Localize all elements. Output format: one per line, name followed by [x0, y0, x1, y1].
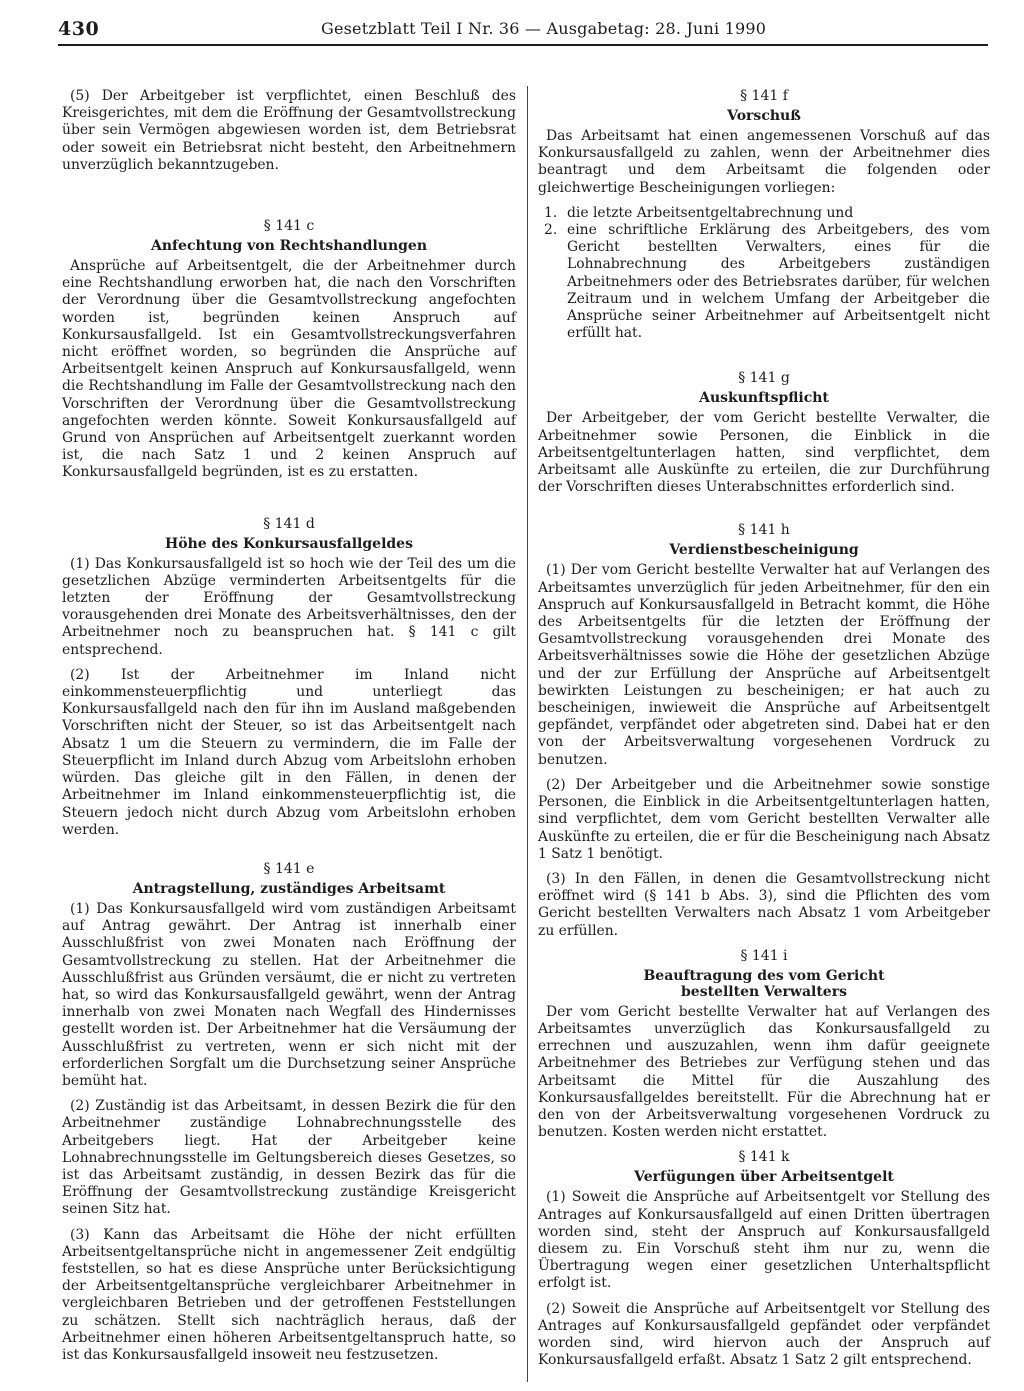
section-number: § 141 c — [263, 218, 315, 235]
list-item-text: eine schriftliche Erklärung des Arbeitgebers, des vom Gericht bestellten Verwalters, eines für die Lohnabrechnung des Arbeitgebers zuständigen Arbeitnehmers oder des Betriebsrates darüber, für welchen Zeitraum und in welchem Umfang der Arbeitgeber die Ansprüche seiner Arbeitnehmer auf Arbeitsentgelt nicht erfüllt hat. — [567, 222, 990, 342]
section-title: Verdienstbescheinigung — [669, 542, 859, 559]
paragraph: Ansprüche auf Arbeitsentgelt, die der Arbeitnehmer durch eine Rechtshandlung erworben hat, die nach den Vorschriften der Verordnung über die Gesamtvollstreckung angefochten worden ist, begründen keinen Anspruch auf Konkursausfallgeld. Ist ein Gesamtvollstreckungsverfahren nicht eröffnet worden, so begründen die Ansprüche auf Arbeitsentgelt keinen Anspruch auf Konkursausfallgeld, wenn die Rechtshandlung im Falle der Gesamtvollstreckung nach den Vorschriften der Verordnung über die Gesamtvollstreckung angefochten werden könnte. Soweit Konkursausfallgeld auf Grund von Ansprüchen auf Arbeitsentgelt zuerkannt worden ist, die nach Satz 1 und 2 keinen Anspruch auf Konkursausfallgeld begründen, ist es zu erstatten. — [62, 258, 516, 481]
section-number: § 141 g — [738, 370, 790, 387]
section-number: § 141 k — [738, 1149, 790, 1166]
column-divider — [527, 86, 528, 1382]
section-title: Höhe des Konkursausfallgeldes — [165, 535, 413, 552]
paragraph: Der vom Gericht bestellte Verwalter hat auf Verlangen des Arbeitsamtes unverzüglich das Konkursausfallgeld zu errechnen und auszuzahlen, wenn ihm dafür geeignete Arbeitnehmer des Betriebes zur Verfügung stehen und das Arbeitsamt die Mittel für die Auszahlung des Konkursausfallgeldes bereitstellt. Für die Abrechnung hat er den von der Arbeitsverwaltung vorgesehenen Vordruck zu benutzen. Kosten werden nicht erstattet. — [538, 1003, 990, 1141]
paragraph: (2) Zuständig ist das Arbeitsamt, in dessen Bezirk die für den Arbeitnehmer zuständige Lohnabrechnungsstelle des Arbeitgebers liegt. Hat der Arbeitgeber keine Lohnabrechnungsstelle im Geltungsbereich dieses Gesetzes, so ist das Arbeitsamt zuständig, in dessen Bezirk das für die Eröffnung der Gesamtvollstreckung zuständige Kreisgericht seinen Sitz hat. — [62, 1098, 516, 1218]
enumeration-list — [538, 205, 990, 343]
page-header — [58, 18, 988, 46]
paragraph: (2) Der Arbeitgeber und die Arbeitnehmer sowie sonstige Personen, die Einblick in die Arbeitsentgeltunterlagen hatten, sind verpflichtet, dem vom Gericht bestellten Verwalter alle Auskünfte zu erteilen, die er für die Bescheinigung nach Absatz 1 Satz 1 benötigt. — [538, 776, 990, 862]
section-141i — [538, 948, 990, 1142]
section-141d — [62, 516, 516, 839]
paragraph: (1) Soweit die Ansprüche auf Arbeitsentgelt vor Stellung des Antrages auf Konkursausfallgeld auf einen Dritten übertragen worden sind, steht der Anspruch auf Konkursausfallgeld diesem zu. Ein Vorschuß steht ihm nur zu, wenn die Übertragung wegen einer gesetzlichen Unterhaltspflicht erfolgt ist. — [538, 1189, 990, 1292]
paragraph: (2) Ist der Arbeitnehmer im Inland nicht einkommensteuerpflichtig und unterliegt das Konkursausfallgeld nach den für ihn im Ausland maßgebenden Vorschriften nicht der Steuer, so ist das Arbeitsentgelt nach Absatz 1 um die Steuern zu vermindern, die im Falle der Steuerpflicht im Inland durch Abzug vom Arbeitslohn erhoben würden. Das gleiche gilt in den Fällen, in denen der Arbeitnehmer im Inland einkommensteuerpflichtig ist, die Steuern jedoch nicht durch Abzug vom Arbeitslohn erhoben werden. — [62, 666, 516, 838]
paragraph: (2) Soweit die Ansprüche auf Arbeitsentgelt vor Stellung des Antrages auf Konkursausfallgeld gepfändet oder verpfändet worden sind, wird hiervon auch der Anspruch auf Konkursausfallgeld erfaßt. Absatz 1 Satz 2 gilt entsprechend. — [538, 1300, 990, 1369]
list-item-number: 1. — [544, 204, 558, 221]
paragraph: Das Arbeitsamt hat einen angemessenen Vorschuß auf das Konkursausfallgeld zu zahlen, wenn der Arbeitnehmer dies beantragt und dem Arbeitsamt die folgenden oder gleichwertige Bescheinigungen vorliegen: — [538, 128, 990, 196]
paragraph: (1) Das Konkursausfallgeld ist so hoch wie der Teil des um die gesetzlichen Abzüge verminderten Arbeitsentgelts für die letzten der Eröffnung der Gesamtvollstreckung vorausgehenden drei Monate des Arbeitsverhältnisses, den der Arbeitnehmer noch zu beanspruchen hat. § 141 c gilt entsprechend. — [62, 555, 516, 658]
section-number: § 141 e — [263, 860, 315, 877]
paragraph: (1) Das Konkursausfallgeld wird vom zuständigen Arbeitsamt auf Antrag gewährt. Der Antrag ist innerhalb einer Ausschlußfrist von zwei Monaten nach Eröffnung der Gesamtvollstreckung zu stellen. Hat der Arbeitnehmer die Ausschlußfrist aus Gründen versäumt, die er nicht zu vertreten hat, so wird das Konkursausfallgeld gewährt, wenn der Antrag innerhalb von zwei Monaten nach Wegfall des Hindernisses gestellt worden ist. Der Arbeitnehmer hat die Versäumung der Ausschlußfrist zu vertreten, wenn er sich nicht mit der erforderlichen Sorgfalt um die Durchsetzung seiner Ansprüche bemüht hat. — [62, 900, 516, 1089]
section-title: Antragstellung, zuständiges Arbeitsamt — [132, 880, 446, 897]
right-column — [538, 88, 990, 1377]
section-title: Vorschuß — [727, 108, 801, 124]
paragraph-141b-5: (5) Der Arbeitgeber ist verpflichtet, einen Beschluß des Kreisgerichtes, mit dem die Eröffnung der Gesamtvollstreckung über sein Vermögen abgewiesen worden ist, dem Betriebsrat oder soweit ein Betriebsrat nicht besteht, den Arbeitnehmern unverzüglich bekanntzugeben. — [62, 88, 516, 173]
paragraph: (3) Kann das Arbeitsamt die Höhe der nicht erfüllten Arbeitsentgeltansprüche nicht in angemessener Zeit endgültig feststellen, so hat es diese Ansprüche unter Berücksichtigung der Arbeitsentgeltansprüche vergleichbarer Arbeitnehmer in vergleichbaren Betrieben und der getroffenen Feststellungen zu schätzen. Stellt sich nachträglich heraus, daß der Arbeitnehmer einen höheren Arbeitsentgeltanspruch hatte, so ist das Konkursausfallgeld insoweit neu festzusetzen. — [62, 1226, 516, 1363]
section-title: Auskunftspflicht — [699, 390, 829, 407]
section-number: § 141 d — [263, 515, 315, 532]
section-141h — [538, 522, 990, 939]
page-title: Gesetzblatt Teil I Nr. 36 — Ausgabetag: 28. Juni 1990 — [321, 19, 767, 38]
section-title — [538, 968, 990, 1000]
section-title: Verfügungen über Arbeitsentgelt — [634, 1169, 894, 1186]
section-number: § 141 f — [740, 88, 788, 104]
section-141c — [62, 218, 516, 482]
section-number: § 141 h — [738, 522, 790, 539]
paragraph: (1) Der vom Gericht bestellte Verwalter hat auf Verlangen des Arbeitsamtes unverzüglich für jeden Arbeitnehmer, für den ein Anspruch auf Konkursausfallgeld in Betracht kommt, die Höhe des Arbeitsentgelts für die letzten der Eröffnung der Gesamtvollstreckung vorausgehenden drei Monate des Arbeitsverhältnisses sowie die Höhe der gesetzlichen Abzüge und der zur Erfüllung der Ansprüche auf Arbeitsentgelt bewirkten Leistungen zu bescheinigen; er hat auch zu bescheinigen, inwieweit die Ansprüche auf Arbeitsentgelt gepfändet, verpfändet oder abgetreten sind. Dabei hat er den von der Arbeitsverwaltung vorgesehenen Vordruck zu benutzen. — [538, 562, 990, 768]
list-item — [538, 205, 990, 222]
paragraph: Der Arbeitgeber, der vom Gericht bestellte Verwalter, die Arbeitnehmer sowie Personen, die Einblick in die Arbeitsentgeltunterlagen hatten, sind verpflichtet, dem Arbeitsamt alle Auskünfte zu erteilen, die zur Durchführung der Vorschriften dieses Unterabschnittes erforderlich sind. — [538, 410, 990, 496]
section-title-line: bestellten Verwalters — [681, 983, 847, 1000]
list-item — [538, 222, 990, 342]
paragraph: (3) In den Fällen, in denen die Gesamtvollstreckung nicht eröffnet wird (§ 141 b Abs. 3), sind die Pflichten des vom Gericht bestellten Verwalters nach Absatz 1 vom Arbeitgeber zu erfüllen. — [538, 870, 990, 939]
list-item-text: die letzte Arbeitsentgeltabrechnung und — [567, 204, 854, 221]
section-141k — [538, 1149, 990, 1369]
section-number: § 141 i — [740, 947, 788, 964]
section-title: Anfechtung von Rechtshandlungen — [150, 238, 428, 255]
list-item-number: 2. — [544, 222, 558, 239]
section-title-line: Beauftragung des vom Gericht — [643, 967, 885, 984]
section-141e — [62, 861, 516, 1364]
page-number: 430 — [58, 18, 100, 40]
left-column — [62, 88, 516, 1372]
section-141g — [538, 370, 990, 496]
section-141f — [538, 88, 990, 342]
